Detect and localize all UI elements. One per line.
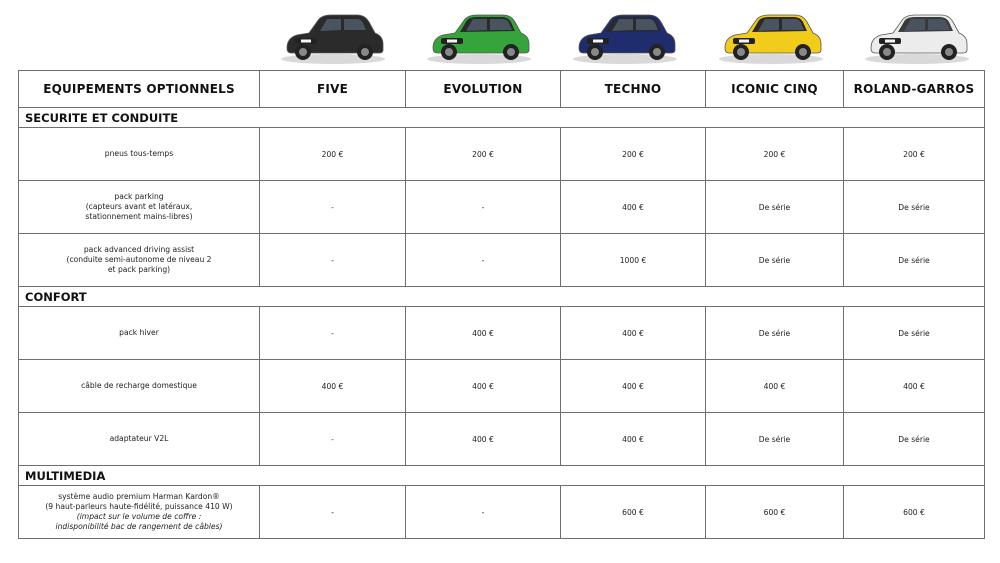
- label-line: pack advanced driving assist: [83, 245, 195, 254]
- label-line: (9 haut-parleurs haute-fidélité, puissance 410 W): [45, 502, 233, 511]
- value-cell: De série: [844, 234, 985, 287]
- value-cell: De série: [706, 307, 844, 360]
- label-line: stationnement mains-libres): [85, 212, 193, 221]
- value-cell: 1000 €: [561, 234, 706, 287]
- option-label: [19, 486, 260, 539]
- value-cell: 400 €: [406, 413, 561, 466]
- value-cell: De série: [844, 307, 985, 360]
- option-label: [19, 128, 260, 181]
- value-cell: De série: [706, 413, 844, 466]
- value-cell: 400 €: [561, 360, 706, 413]
- label-line: adaptateur V2L: [109, 434, 169, 443]
- value-cell: 400 €: [406, 360, 561, 413]
- table-row: [19, 307, 985, 360]
- value-cell: 400 €: [844, 360, 985, 413]
- value-cell: -: [260, 181, 406, 234]
- option-label: [19, 413, 260, 466]
- label-note: (impact sur le volume de coffre :: [76, 512, 202, 521]
- table-row: [19, 360, 985, 413]
- value-cell: 400 €: [706, 360, 844, 413]
- section-title: CONFORT: [19, 287, 985, 307]
- header-five: FIVE: [260, 71, 406, 108]
- value-cell: De série: [844, 181, 985, 234]
- value-cell: -: [406, 486, 561, 539]
- car-images: [259, 0, 984, 70]
- value-cell: 400 €: [561, 307, 706, 360]
- value-cell: De série: [844, 413, 985, 466]
- value-cell: -: [406, 181, 561, 234]
- header-equipements: EQUIPEMENTS OPTIONNELS: [19, 71, 260, 108]
- car-iconic-cinq-image: [711, 2, 831, 66]
- label-line: (capteurs avant et latéraux,: [85, 202, 193, 211]
- label-line: câble de recharge domestique: [81, 381, 197, 390]
- option-label: [19, 307, 260, 360]
- label-line: pack parking: [114, 192, 164, 201]
- value-cell: -: [260, 486, 406, 539]
- value-cell: -: [260, 234, 406, 287]
- value-cell: 400 €: [406, 307, 561, 360]
- table-row: [19, 234, 985, 287]
- value-cell: 200 €: [260, 128, 406, 181]
- section-row: [19, 108, 985, 128]
- table-header-row: [19, 71, 985, 108]
- section-row: [19, 466, 985, 486]
- car-roland-garros-image: [857, 2, 977, 66]
- header-iconic-cinq: ICONIC CINQ: [706, 71, 844, 108]
- value-cell: 400 €: [561, 413, 706, 466]
- label-line: pack hiver: [119, 328, 159, 337]
- header-evolution: EVOLUTION: [406, 71, 561, 108]
- table-row: [19, 486, 985, 539]
- value-cell: 600 €: [706, 486, 844, 539]
- value-cell: -: [260, 307, 406, 360]
- label-line: et pack parking): [107, 265, 171, 274]
- value-cell: -: [406, 234, 561, 287]
- car-techno-image: [565, 2, 685, 66]
- table-row: [19, 128, 985, 181]
- table-row: [19, 413, 985, 466]
- section-row: [19, 287, 985, 307]
- value-cell: 200 €: [561, 128, 706, 181]
- car-evolution-image: [419, 2, 539, 66]
- value-cell: 200 €: [844, 128, 985, 181]
- section-title: MULTIMEDIA: [19, 466, 985, 486]
- option-label: [19, 360, 260, 413]
- option-label: [19, 234, 260, 287]
- value-cell: 400 €: [561, 181, 706, 234]
- table-row: [19, 181, 985, 234]
- value-cell: De série: [706, 234, 844, 287]
- value-cell: 600 €: [844, 486, 985, 539]
- value-cell: 400 €: [260, 360, 406, 413]
- section-title: SECURITE ET CONDUITE: [19, 108, 985, 128]
- car-five-image: [273, 2, 393, 66]
- value-cell: 200 €: [406, 128, 561, 181]
- options-table: [18, 70, 985, 539]
- header-roland-garros: ROLAND-GARROS: [844, 71, 985, 108]
- value-cell: 200 €: [706, 128, 844, 181]
- option-label: [19, 181, 260, 234]
- value-cell: -: [260, 413, 406, 466]
- header-techno: TECHNO: [561, 71, 706, 108]
- value-cell: De série: [706, 181, 844, 234]
- label-line: (conduite semi-autonome de niveau 2: [66, 255, 212, 264]
- label-line: pneus tous-temps: [104, 149, 174, 158]
- label-note: indisponibilité bac de rangement de câbles): [55, 522, 223, 531]
- label-line: système audio premium Harman Kardon®: [58, 492, 220, 501]
- value-cell: 600 €: [561, 486, 706, 539]
